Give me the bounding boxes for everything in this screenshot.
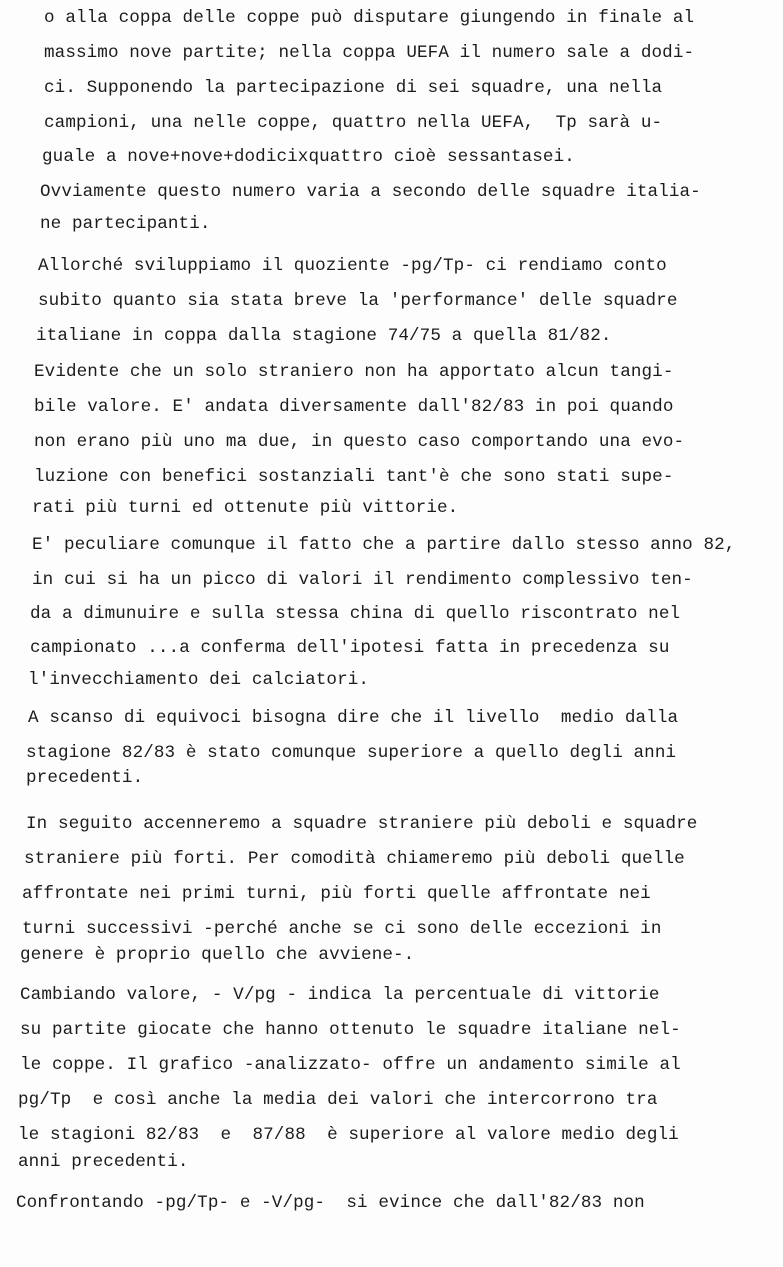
text-line: guale a nove+nove+dodicixquattro cioè sessantasei.	[42, 147, 575, 167]
text-line: in cui si ha un picco di valori il rendimento complessivo ten-	[32, 570, 693, 590]
text-line: non erano più uno ma due, in questo caso comportando una evo-	[34, 432, 685, 452]
text-line: affrontate nei primi turni, più forti quelle affrontate nei	[22, 884, 651, 904]
text-line: italiane in coppa dalla stagione 74/75 a quella 81/82.	[36, 326, 612, 346]
text-line: Cambiando valore, - V/pg - indica la percentuale di vittorie	[20, 985, 660, 1005]
text-line: Ovviamente questo numero varia a secondo delle squadre italia-	[40, 182, 701, 202]
text-line: Evidente che un solo straniero non ha apportato alcun tangi-	[34, 362, 674, 382]
text-line: le stagioni 82/83 e 87/88 è superiore al valore medio degli	[18, 1125, 679, 1145]
text-line: rati più turni ed ottenute più vittorie.	[32, 498, 459, 518]
text-line: o alla coppa delle coppe può disputare giungendo in finale al	[44, 8, 695, 28]
text-line: precedenti.	[26, 768, 144, 788]
text-line: E' peculiare comunque il fatto che a partire dallo stesso anno 82,	[32, 535, 736, 555]
text-line: campionato ...a conferma dell'ipotesi fatta in precedenza su	[30, 638, 670, 658]
text-line: In seguito accenneremo a squadre straniere più deboli e squadre	[26, 814, 698, 834]
text-line: Confrontando -pg/Tp- e -V/pg- si evince che dall'82/83 non	[16, 1193, 645, 1213]
text-line: massimo nove partite; nella coppa UEFA il numero sale a dodi-	[44, 43, 695, 63]
text-line: Allorché sviluppiamo il quoziente -pg/Tp- ci rendiamo conto	[38, 256, 667, 276]
text-line: anni precedenti.	[18, 1152, 189, 1172]
text-line: straniere più forti. Per comodità chiameremo più deboli quelle	[24, 849, 685, 869]
text-line: turni successivi -perché anche se ci sono delle eccezioni in	[22, 919, 662, 939]
text-line: stagione 82/83 è stato comunque superiore a quello degli anni	[26, 743, 677, 763]
text-line: l'invecchiamento dei calciatori.	[28, 670, 370, 690]
text-line: genere è proprio quello che avviene-.	[20, 945, 415, 965]
text-line: ci. Supponendo la partecipazione di sei squadre, una nella	[44, 78, 663, 98]
text-line: A scanso di equivoci bisogna dire che il livello medio dalla	[28, 708, 679, 728]
text-line: luzione con benefici sostanziali tant'è che sono stati supe-	[34, 467, 674, 487]
text-line: subito quanto sia stata breve la 'performance' delle squadre	[38, 291, 678, 311]
text-line: bile valore. E' andata diversamente dall'82/83 in poi quando	[34, 397, 674, 417]
text-line: ne partecipanti.	[40, 214, 211, 234]
text-line: da a dimunuire e sulla stessa china di quello riscontrato nel	[30, 604, 681, 624]
text-line: pg/Tp e così anche la media dei valori che intercorrono tra	[18, 1090, 658, 1110]
text-line: le coppe. Il grafico -analizzato- offre un andamento simile al	[20, 1055, 681, 1075]
text-line: campioni, una nelle coppe, quattro nella UEFA, Tp sarà u-	[44, 113, 663, 133]
text-line: su partite giocate che hanno ottenuto le squadre italiane nel-	[20, 1020, 681, 1040]
